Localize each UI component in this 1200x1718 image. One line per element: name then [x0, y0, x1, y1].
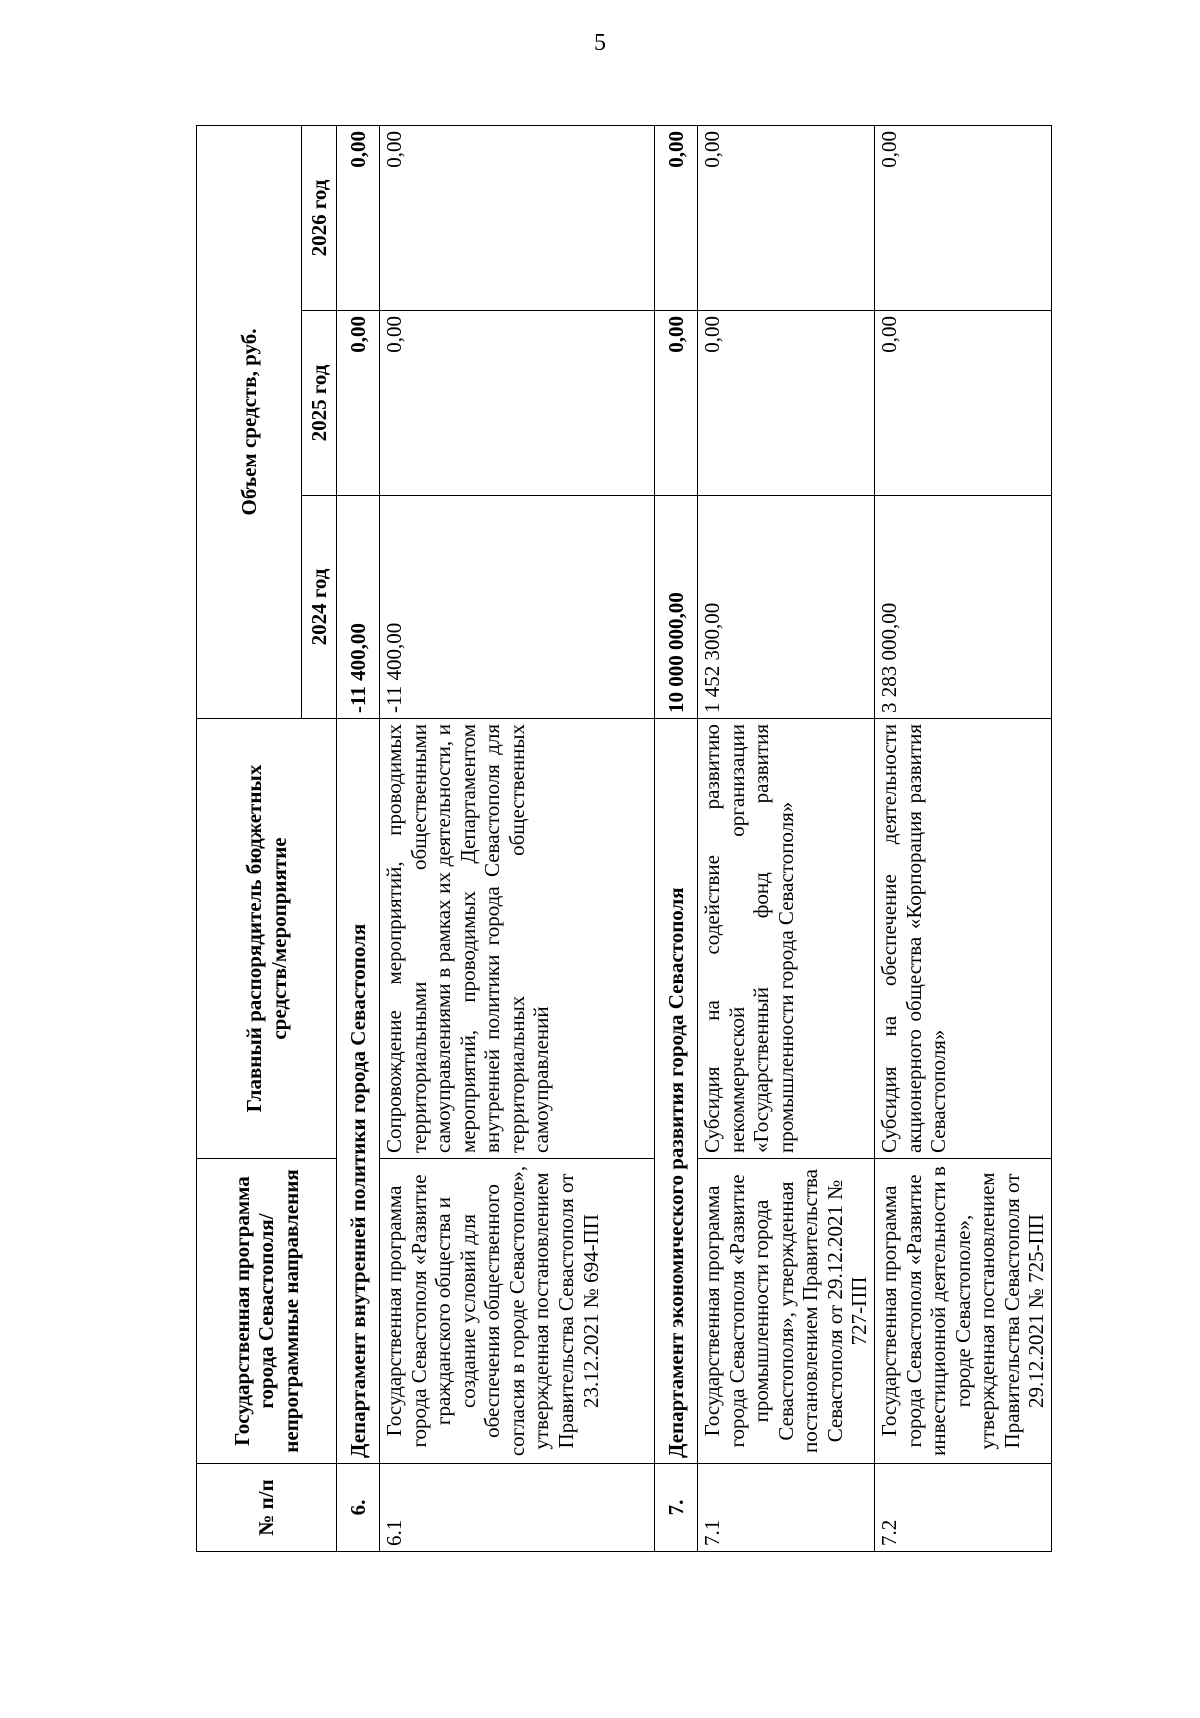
row-num: 7.2 [874, 1464, 1051, 1552]
program-text: Государственная программа города Севастополя «Развитие гражданского общества и создание условий для обеспечения общественного согласия в городе Севастополе», утвержденная постановлением Правительства Севастополя от 23.12.2021 № 694-ПП [380, 1159, 655, 1464]
row-num: 7. [655, 1464, 698, 1552]
value-2026: 0,00 [337, 126, 380, 311]
value-2026: 0,00 [698, 126, 875, 311]
value-2025: 0,00 [380, 311, 655, 496]
table-row-7-2 [874, 126, 1051, 1552]
budget-table [196, 125, 1052, 1552]
header-volume: Объем средств, руб. [197, 126, 302, 719]
header-2025: 2025 год [302, 311, 337, 496]
header-num: № п/п [197, 1464, 337, 1552]
rotated-table-container [196, 126, 1056, 1552]
value-2024: 10 000 000,00 [655, 496, 698, 719]
row-num: 6.1 [380, 1464, 655, 1552]
activity-text: Субсидия на содействие развитию некоммерческой организации «Государственный фонд развития промышленности города Севастополя» [698, 719, 875, 1159]
value-2024: -11 400,00 [380, 496, 655, 719]
header-row [197, 126, 302, 1552]
activity-text: Сопровождение мероприятий, проводимых территориальными общественными самоуправлениями в рамках их деятельности, и мероприятий, проводимых Департаментом внутренней политики города Севастополя для территориальных общественных самоуправлений [380, 719, 655, 1159]
table-row-7-1 [698, 126, 875, 1552]
value-2025: 0,00 [698, 311, 875, 496]
value-2024: 3 283 000,00 [874, 496, 1051, 719]
value-2025: 0,00 [874, 311, 1051, 496]
program-text: Государственная программа города Севастополя «Развитие инвестиционной деятельности в городе Севастополе», утвержденная постановлением Правительства Севастополя от 29.12.2021 № 725-ПП [874, 1159, 1051, 1464]
page-number: 5 [594, 30, 606, 56]
dept-title: Департамент внутренней политики города Севастополя [337, 719, 380, 1464]
table-row-dept-6 [337, 126, 380, 1552]
program-text: Государственная программа города Севастополя «Развитие промышленности города Севастополя», утвержденная постановлением Правительства Севастополя от 29.12.2021 № 727-ПП [698, 1159, 875, 1464]
table-row-6-1 [380, 126, 655, 1552]
value-2026: 0,00 [874, 126, 1051, 311]
dept-title: Департамент экономического развития города Севастополя [655, 719, 698, 1464]
header-2024: 2024 год [302, 496, 337, 719]
row-num: 6. [337, 1464, 380, 1552]
value-2024: 1 452 300,00 [698, 496, 875, 719]
header-program: Государственная программа города Севастополя/ непрограммные направления [197, 1159, 337, 1464]
value-2026: 0,00 [655, 126, 698, 311]
header-2026: 2026 год [302, 126, 337, 311]
value-2026: 0,00 [380, 126, 655, 311]
header-distributor: Главный распорядитель бюджетных средств/мероприятие [197, 719, 337, 1159]
activity-text: Субсидия на обеспечение деятельности акционерного общества «Корпорация развития Севастополя» [874, 719, 1051, 1159]
value-2024: -11 400,00 [337, 496, 380, 719]
value-2025: 0,00 [337, 311, 380, 496]
table-row-dept-7 [655, 126, 698, 1552]
row-num: 7.1 [698, 1464, 875, 1552]
value-2025: 0,00 [655, 311, 698, 496]
